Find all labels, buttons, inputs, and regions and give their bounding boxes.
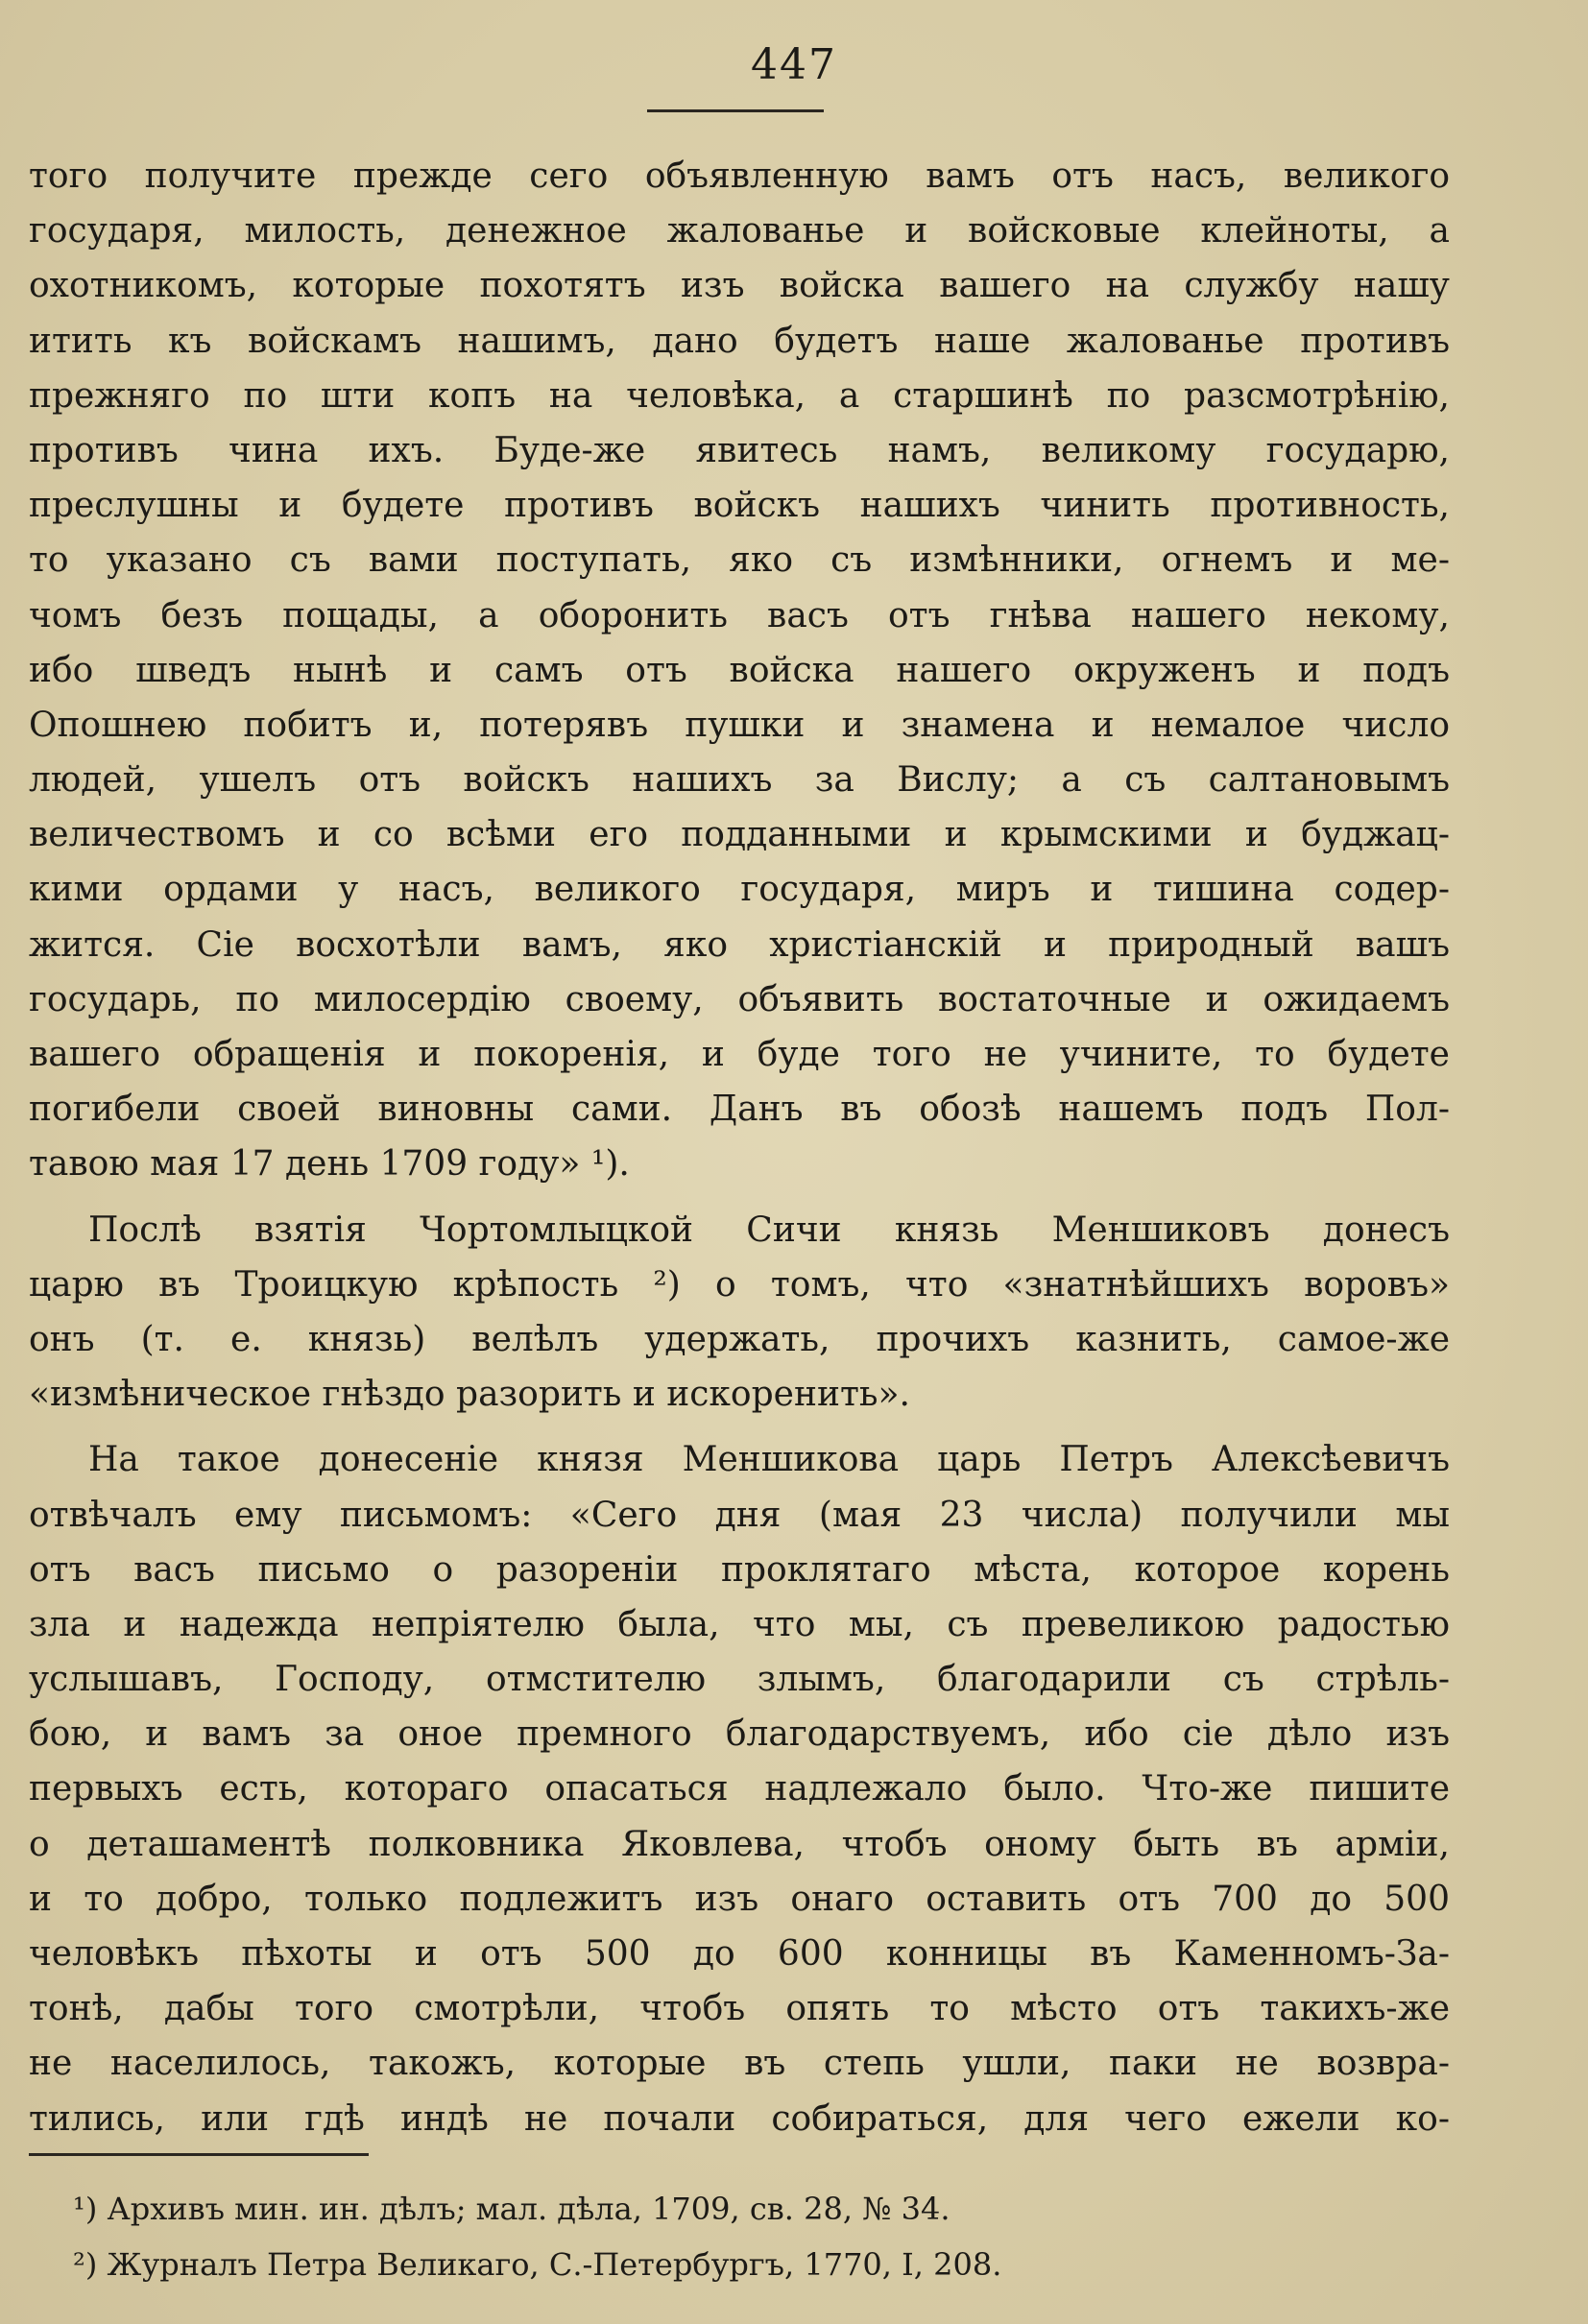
text-line: ибо шведъ нынѣ и самъ отъ войска нашего окруженъ и подъ xyxy=(29,650,1450,690)
text-line: тились, или гдѣ индѣ не почали собираться, для чего ежели ко- xyxy=(29,2098,1450,2139)
text-line: кими ордами у насъ, великого государя, миръ и тишина содер- xyxy=(29,870,1450,910)
text-line: то указано съ вами поступать, яко съ измѣнники, огнемъ и ме- xyxy=(29,540,1450,581)
text-line: государь, по милосердію своему, объявить востаточные и ожидаемъ xyxy=(29,979,1450,1019)
body-text xyxy=(29,149,1450,2146)
footnotes xyxy=(73,2181,1321,2292)
text-line: зла и надежда непріятелю была, что мы, съ превеликою радостью xyxy=(29,1604,1450,1644)
text-line: чомъ безъ пощады, а оборонить васъ отъ гнѣва нашего некому, xyxy=(29,595,1450,635)
text-line: «измѣническое гнѣздо разорить и искоренить». xyxy=(29,1375,910,1415)
text-line: тавою мая 17 день 1709 году» ¹). xyxy=(29,1144,630,1185)
text-line: людей, ушелъ отъ войскъ нашихъ за Вислу; а съ салтановымъ xyxy=(29,760,1450,801)
text-line: услышавъ, Господу, отмстителю злымъ, благодарили съ стрѣль- xyxy=(29,1660,1450,1700)
text-line: охотникомъ, которые похотятъ изъ войска вашего на службу нашу xyxy=(29,266,1450,306)
text-line: жится. Сіе восхотѣли вамъ, яко христіанскій и природный вашъ xyxy=(29,924,1450,965)
text-line: Послѣ взятія Чортомлыцкой Сичи князь Меншиковъ донесъ xyxy=(88,1210,1450,1250)
text-line: онъ (т. е. князь) велѣлъ удержать, прочихъ казнить, самое-же xyxy=(29,1319,1450,1359)
text-line: о деташаментѣ полковника Яковлева, чтобъ оному быть въ арміи, xyxy=(29,1824,1450,1864)
text-line: Опошнею побитъ и, потерявъ пушки и знамена и немалое число xyxy=(29,705,1450,745)
text-line: преслушны и будете противъ войскъ нашихъ чинить противность, xyxy=(29,486,1450,526)
text-line: государя, милость, денежное жалованье и войсковые клейноты, а xyxy=(29,211,1450,252)
text-line: царю въ Троицкую крѣпость ²) о томъ, что «знатнѣйшихъ воровъ» xyxy=(29,1264,1450,1305)
footnote: ¹) Архивъ мин. ин. дѣлъ; мал. дѣла, 1709, св. 28, № 34. xyxy=(73,2191,950,2227)
footnote: ²) Журналъ Петра Великаго, С.-Петербургъ, 1770, I, 208. xyxy=(73,2246,1002,2283)
text-line: прежняго по шти копъ на человѣка, а старшинѣ по разсмотрѣнію, xyxy=(29,375,1450,416)
text-line: отвѣчалъ ему письмомъ: «Сего дня (мая 23 числа) получили мы xyxy=(29,1495,1450,1535)
page-number-rule xyxy=(647,109,824,112)
text-line: и то добро, только подлежитъ изъ онаго оставить отъ 700 до 500 xyxy=(29,1879,1450,1919)
text-line: погибели своей виновны сами. Данъ въ обозѣ нашемъ подъ Пол- xyxy=(29,1090,1450,1130)
text-line: На такое донесеніе князя Меншикова царь Петръ Алексѣевичъ xyxy=(88,1440,1450,1480)
text-line: того получите прежде сего объявленную вамъ отъ насъ, великого xyxy=(29,156,1450,196)
text-line: вашего обращенія и покоренія, и буде того не учините, то будете xyxy=(29,1035,1450,1074)
text-line: тонѣ, дабы того смотрѣли, чтобъ опять то мѣсто отъ такихъ-же xyxy=(29,1989,1450,2029)
text-line: первыхъ есть, котораго опасаться надлежало было. Что-же пишите xyxy=(29,1769,1450,1809)
text-line: человѣкъ пѣхоты и отъ 500 до 600 конницы въ Каменномъ-За- xyxy=(29,1934,1450,1974)
text-line: бою, и вамъ за оное премного благодарствуемъ, ибо сіе дѣло изъ xyxy=(29,1714,1450,1755)
text-line: величествомъ и со всѣми его подданными и крымскими и буджац- xyxy=(29,815,1450,855)
page-number: 447 xyxy=(751,40,837,89)
text-line: отъ васъ письмо о разореніи проклятаго мѣста, которое корень xyxy=(29,1549,1450,1590)
text-line: не населилось, такожъ, которые въ степь ушли, паки не возвра- xyxy=(29,2044,1450,2084)
text-line: противъ чина ихъ. Буде-же явитесь намъ, великому государю, xyxy=(29,430,1450,470)
text-line: итить къ войскамъ нашимъ, дано будетъ наше жалованье противъ xyxy=(29,321,1450,361)
footnote-rule xyxy=(29,2153,369,2156)
